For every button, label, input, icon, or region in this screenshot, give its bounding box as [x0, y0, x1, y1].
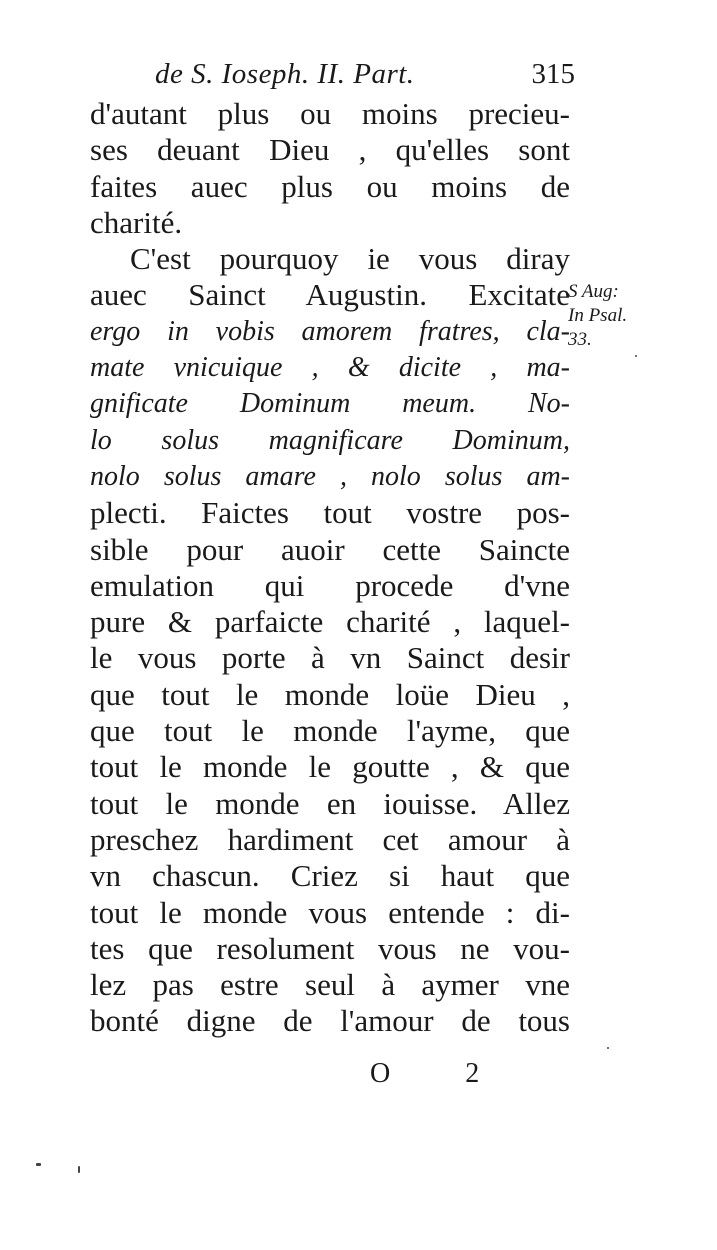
text-line: le vous porte à vn Sainct desir	[90, 640, 570, 676]
ink-speck	[78, 1166, 80, 1173]
text-line: pure & parfaicte charité , laquel-	[90, 604, 570, 640]
text-line: ses deuant Dieu , qu'elles sont	[90, 132, 570, 168]
text-line: emulation qui procede d'vne	[90, 567, 570, 603]
page-header	[155, 58, 575, 92]
text-line: d'autant plus ou moins precieu-	[90, 96, 570, 131]
ink-speck	[36, 1163, 41, 1166]
text-line: C'est pourquoy ie vous diray	[130, 241, 570, 277]
page-number: 315	[531, 58, 575, 90]
signature-mark: O 2	[370, 1058, 514, 1089]
text-line: que tout le monde l'ayme, que	[90, 713, 570, 749]
text-line: plecti. Faictes tout vostre pos-	[90, 495, 570, 531]
text-line: lez pas estre seul à aymer vne	[90, 967, 570, 1003]
text-line: charité.	[90, 204, 183, 240]
ink-speck	[635, 355, 637, 357]
text-line: preschez hardiment cet amour à	[90, 821, 570, 857]
body-text	[90, 96, 570, 1040]
text-line: que tout le monde loüe Dieu ,	[90, 676, 570, 712]
text-line: auec Sainct Augustin. Excitate	[90, 277, 570, 313]
text-line: tout le monde vous entende : di-	[90, 894, 570, 930]
text-line: tes que resolument vous ne vou-	[90, 930, 570, 966]
margin-note	[568, 280, 668, 352]
text-line: mate vnicuique , & dicite , ma-	[90, 352, 570, 384]
text-line: gnificate Dominum meum. No-	[90, 388, 570, 420]
margin-note-line: S Aug:	[568, 281, 619, 302]
text-line: sible pour auoir cette Saincte	[90, 531, 570, 567]
text-line: tout le monde le goutte , & que	[90, 749, 570, 785]
text-line: ergo in vobis amorem fratres, cla-	[90, 315, 570, 347]
running-title: de S. Ioseph. II. Part.	[155, 58, 415, 90]
text-line: lo solus magnificare Dominum,	[90, 424, 570, 456]
text-line: tout le monde en iouisse. Allez	[90, 785, 570, 821]
ink-speck	[607, 1047, 609, 1049]
text-line: faites auec plus ou moins de	[90, 168, 570, 204]
text-line: bonté digne de l'amour de tous	[90, 1003, 570, 1039]
text-line: nolo solus amare , nolo solus am-	[90, 460, 570, 492]
margin-note-line: In Psal.	[568, 305, 628, 326]
text-line: vn chascun. Criez si haut que	[90, 858, 570, 894]
margin-note-line: 33.	[568, 329, 592, 350]
